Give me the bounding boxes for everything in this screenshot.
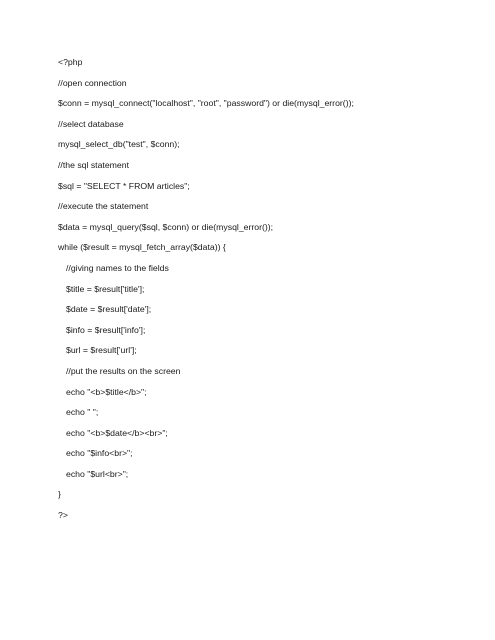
code-line: $info = $result['info']; — [66, 324, 146, 335]
code-line: $title = $result['title']; — [66, 283, 145, 294]
code-line: mysql_select_db("test", $conn); — [58, 139, 180, 150]
code-line: $url = $result['url']; — [66, 345, 137, 356]
code-line: while ($result = mysql_fetch_array($data)) { — [58, 242, 226, 253]
code-line: //put the results on the screen — [66, 365, 181, 376]
code-line: //select database — [58, 118, 124, 129]
code-line: echo "<b>$title</b>"; — [66, 386, 147, 397]
code-line: echo "$url<br>"; — [66, 468, 129, 479]
code-line: //giving names to the fields — [66, 262, 169, 273]
code-line: } — [58, 489, 61, 500]
code-line: echo " "; — [66, 407, 99, 418]
code-line: //open connection — [58, 77, 127, 88]
code-line: $date = $result['date']; — [66, 304, 152, 315]
code-line: $sql = "SELECT * FROM articles"; — [58, 180, 190, 191]
code-line: //execute the statement — [58, 201, 149, 212]
code-line: //the sql statement — [58, 159, 129, 170]
code-line: <?php — [58, 57, 83, 67]
code-line: $data = mysql_query($sql, $conn) or die(mysql_error()); — [58, 221, 274, 232]
code-line: ?> — [58, 510, 68, 521]
code-line: $conn = mysql_connect("localhost", "root", "password") or die(mysql_error()); — [58, 98, 354, 109]
code-line: echo "<b>$date</b><br>"; — [66, 427, 168, 438]
code-listing — [58, 57, 478, 531]
code-line: echo "$info<br>"; — [66, 448, 133, 459]
